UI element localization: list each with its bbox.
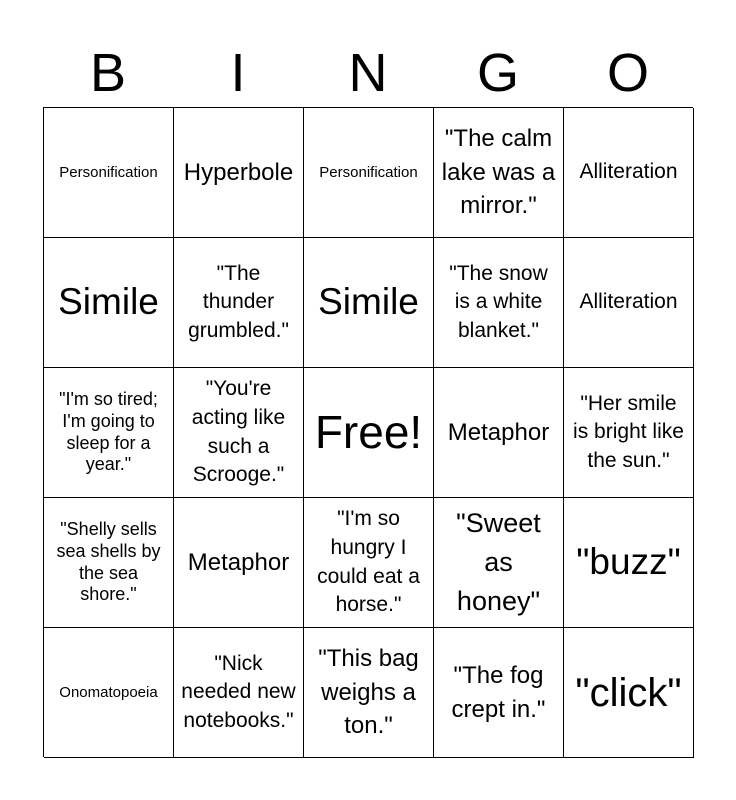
bingo-cell-r5c5[interactable] (564, 628, 694, 758)
cell-text: "The snow is a white blanket." (449, 261, 548, 342)
cell-text: Metaphor (447, 418, 550, 446)
bingo-cell-r1c2[interactable] (174, 108, 304, 238)
bingo-cell-r2c3[interactable] (304, 238, 434, 368)
cell-text: Alliteration (579, 160, 678, 184)
bingo-cell-r5c4[interactable] (434, 628, 564, 758)
cell-text: "Nick needed new notebooks." (181, 651, 296, 732)
cell-text: Alliteration (579, 290, 678, 314)
bingo-cell-r4c4[interactable] (434, 498, 564, 628)
bingo-cell-r2c5[interactable] (564, 238, 694, 368)
bingo-cell-r1c3[interactable] (304, 108, 434, 238)
cell-text: "The thunder grumbled." (188, 261, 289, 342)
cell-text: "Shelly sells sea shells by the sea shore." (56, 519, 161, 605)
bingo-cell-r5c3[interactable] (304, 628, 434, 758)
bingo-cell-r3c2[interactable] (174, 368, 304, 498)
cell-text: "click" (575, 670, 682, 715)
bingo-cell-r2c4[interactable] (434, 238, 564, 368)
bingo-cell-r5c2[interactable] (174, 628, 304, 758)
bingo-cell-r1c1[interactable] (44, 108, 174, 238)
cell-text: "This bag weighs a ton." (318, 645, 419, 740)
bingo-cell-r3c4[interactable] (434, 368, 564, 498)
header-letter-n: N (348, 43, 388, 103)
cell-text: "The fog crept in." (451, 661, 546, 723)
bingo-cell-r2c2[interactable] (174, 238, 304, 368)
cell-text: Simile (58, 281, 159, 323)
cell-text: Simile (318, 281, 419, 323)
bingo-cell-r4c2[interactable] (174, 498, 304, 628)
bingo-cell-r1c5[interactable] (564, 108, 694, 238)
bingo-header (43, 40, 693, 106)
bingo-cell-r4c1[interactable] (44, 498, 174, 628)
bingo-cell-r3c5[interactable] (564, 368, 694, 498)
cell-text: "I'm so hungry I could eat a horse." (317, 507, 420, 617)
header-letter-i: I (230, 43, 246, 103)
bingo-cell-r4c5[interactable] (564, 498, 694, 628)
bingo-cell-r2c1[interactable] (44, 238, 174, 368)
cell-text: Hyperbole (183, 158, 294, 186)
cell-text: "Sweet as honey" (456, 507, 541, 617)
free-space-text: Free! (314, 405, 423, 458)
cell-text: "The calm lake was a mirror." (441, 125, 556, 220)
cell-text: "I'm so tired; I'm going to sleep for a year." (59, 389, 158, 475)
bingo-cell-r3c1[interactable] (44, 368, 174, 498)
header-letter-o: O (606, 43, 649, 103)
header-letter-b: B (89, 43, 127, 103)
cell-text: "Her smile is bright like the sun." (573, 391, 684, 472)
cell-text: Personification (319, 163, 418, 181)
bingo-cell-free[interactable] (304, 368, 434, 498)
cell-text: "You're acting like such a Scrooge." (191, 377, 286, 487)
bingo-board (43, 107, 693, 757)
bingo-cell-r4c3[interactable] (304, 498, 434, 628)
cell-text: Onomatopoeia (59, 683, 158, 701)
cell-text: Metaphor (187, 548, 290, 576)
bingo-cell-r1c4[interactable] (434, 108, 564, 238)
cell-text: "buzz" (576, 541, 681, 583)
bingo-cell-r5c1[interactable] (44, 628, 174, 758)
cell-text: Personification (59, 163, 158, 181)
header-letter-g: G (476, 43, 519, 103)
